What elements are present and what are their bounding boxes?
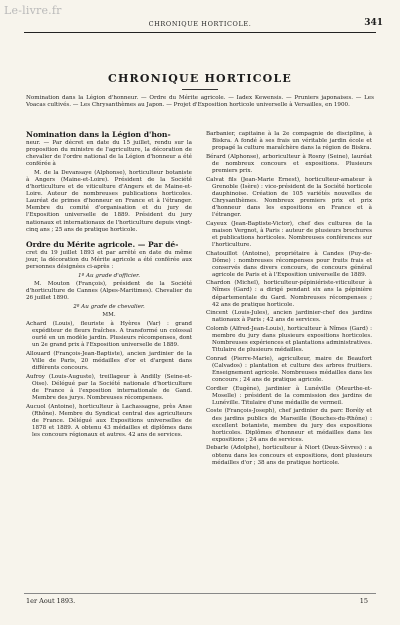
title-rule xyxy=(182,89,218,90)
list-entry: Chatouillot (Antoine), propriétaire à Candes (Puy-de-Dôme) : nombreuses récompenses pour fruits frais et conservés dans divers concours, de concours général agricole de Paris et à l'Exposition universelle de 1889. xyxy=(206,250,372,278)
sheet-number: 15 xyxy=(359,597,368,605)
list-entry: Calvat fils (Jean-Marie Ernest), horticulteur-amateur à Grenoble (Isère) : vice-président de la Société horticole dauphinoise. Création de 105 variétés nouvelles de Chrysanthèmes. Nombreux premiers prix et prix d'honneur dans les expositions en France et à l'étranger. xyxy=(206,176,372,219)
article-title: CHRONIQUE HORTICOLE xyxy=(108,72,292,85)
header-rule xyxy=(24,32,376,33)
list-entry: Coste (François-Joseph), chef jardinier du parc Borély et des jardins publics de Marseille (Bouches-du-Rhône) : excellent botaniste, membre du jury des expositions horticoles. Diplômes d'honneur et médailles dans les expositions ; 24 ans de services. xyxy=(206,408,372,443)
list-entry: Colomb (Alfred-Jean-Louis), horticulteur à Nîmes (Gard) : membre du jury dans plusieurs expositions horticoles. Nombreuses expériences et plantations administratives. Titulaire de plusieurs médailles. xyxy=(206,325,372,354)
list-entry: Chardon (Michel), horticulteur-pépiniériste-viticulteur à Nîmes (Gard) : a dirigé pendant six ans la pépinière départementale du Gard. Nombreuses récompenses ; 42 ans de pratique horticole. xyxy=(206,280,372,308)
paragraph: M. Mouton (François), président de la Société d'horticulture de Cannes (Alpes-Maritimes). Chevalier du 26 juillet 1890. xyxy=(26,281,192,302)
subheading-chevalier: 2º Au grade de chevalier. xyxy=(73,303,145,310)
list-entry: Allouard (François-Jean-Baptiste), ancien jardinier de la Ville de Paris, 20 médailles d'or et d'argent dans différents concours. xyxy=(26,350,192,372)
section-heading-merite: Ordre du Mérite agricole. — Par dé- xyxy=(26,239,179,249)
list-entry: Conrad (Pierre-Marie), agriculteur, maire de Beaufort (Calvados) : plantation et culture des arbres fruitiers. Enseignement agricole. Nombreuses médailles dans les concours ; 24 ans de pratique agricole. xyxy=(206,355,372,384)
right-column xyxy=(206,131,372,468)
footer-date: 1er Aout 1893. xyxy=(26,597,76,605)
list-entry: Cayeux (Jean-Baptiste-Victor), chef des cultures de la maison Vergnot, à Paris : auteur de plusieurs brochures et publications horticoles. Nombreuses conférences sur l'horticulture. xyxy=(206,220,372,248)
page-number: 341 xyxy=(364,18,383,28)
article-summary: Nomination dans la Légion d'honneur. — Ordre du Mérite agricole. — Iadex Kewensis. — Pruniers japonaises. — Les Voacas cultivés. — Les Chrysanthèmes au Japon. — Projet d'Exposition horticole universelle à Versailles, en 1900. xyxy=(26,95,374,109)
paragraph: cret du 19 juillet 1893 et par arrêté en date du même jour, la décoration du Mérite agricole a été conférée aux personnes désignées ci-après : xyxy=(26,249,192,270)
left-column xyxy=(26,130,192,441)
list-entry: Cincent (Louis-Jules), ancien jardinier-chef des jardins nationaux à Paris ; 42 ans de services. xyxy=(206,310,372,324)
watermark: Le-livre.fr xyxy=(4,4,62,17)
paragraph: M. de la Devansaye (Alphonse), horticulteur botaniste à Angers (Maine-et-Loire). Président de la Société d'horticulture et de viticulture d'Angers et de Maine-et-Loire. Auteur de nombreuses publications horticoles. Lauréat de primes d'honneur en France et à l'étranger. Membre du comité d'organisation et du jury de l'Exposition universelle de 1889. Président du jury nationaux et internationaux de l'horticulture depuis vingt-cinq ans ; 25 ans de pratique horticole. xyxy=(26,169,192,233)
paragraph: neur. — Par décret en date du 15 juillet, rendu sur la proposition du ministre de l'agriculture, la décoration de chevalier de l'ordre national de la Légion d'honneur a été conférée à xyxy=(26,140,192,168)
list-entry: Aufroy (Louis-Auguste), treillageur à Andilly (Seine-et-Oise). Délégué par la Société nationale d'horticulture de France à l'exposition internationale de Gand. Membre des jurys. Nombreuses récompenses. xyxy=(26,373,192,401)
list-entry: Achard (Louis), fleuriste à Hyères (Var) : grand expéditeur de fleurs fraîches. A transformé un colossal ourlé en un modèle jardin. Plusieurs récompenses, dont un 2e grand prix à l'Exposition universelle de 1889. xyxy=(26,321,192,349)
running-head: CHRONIQUE HORTICOLE. xyxy=(148,20,252,28)
list-entry: Aucuol (Antoine), horticulteur à Lachassagne, près Anse (Rhône). Membre du Syndicat central des agriculteurs de France. Délégué aux Expositions universelles de 1878 et 1889. A obtenu 43 médailles et diplômes dans les concours régionaux et autres. 42 ans de services. xyxy=(26,403,192,438)
list-entry: Debarle (Adolphe), horticulteur à Niort (Deux-Sèvres) : a obtenu dans les concours et expositions, dont plusieurs médailles d'or ; 38 ans de pratique horticole. xyxy=(206,445,372,466)
list-entry: Cordier (Eugène), jardinier à Lunéville (Meurthe-et-Moselle) : président de la commission des jardins de Lunéville. Titulaire d'une médaille de vermeil. xyxy=(206,385,372,406)
list-entry: Bérard (Alphonse), arboriculteur à Rosny (Seine), lauréat de nombreux concours et expositions. Plusieurs premiers prix. xyxy=(206,153,372,174)
mm-label: MM. xyxy=(102,312,116,319)
section-heading-legion: Nomination dans la Légion d'hon- xyxy=(26,130,171,139)
subheading-officier: 1º Au grade d'officier. xyxy=(78,272,140,279)
footer-rule xyxy=(24,593,376,594)
list-entry: Barbanier, capitaine à la 2e compagnie de discipline, à Biskra. A fondé à ses frais un véritable jardin école et propagé la culture maraîchère dans la région de Biskra. xyxy=(206,131,372,152)
